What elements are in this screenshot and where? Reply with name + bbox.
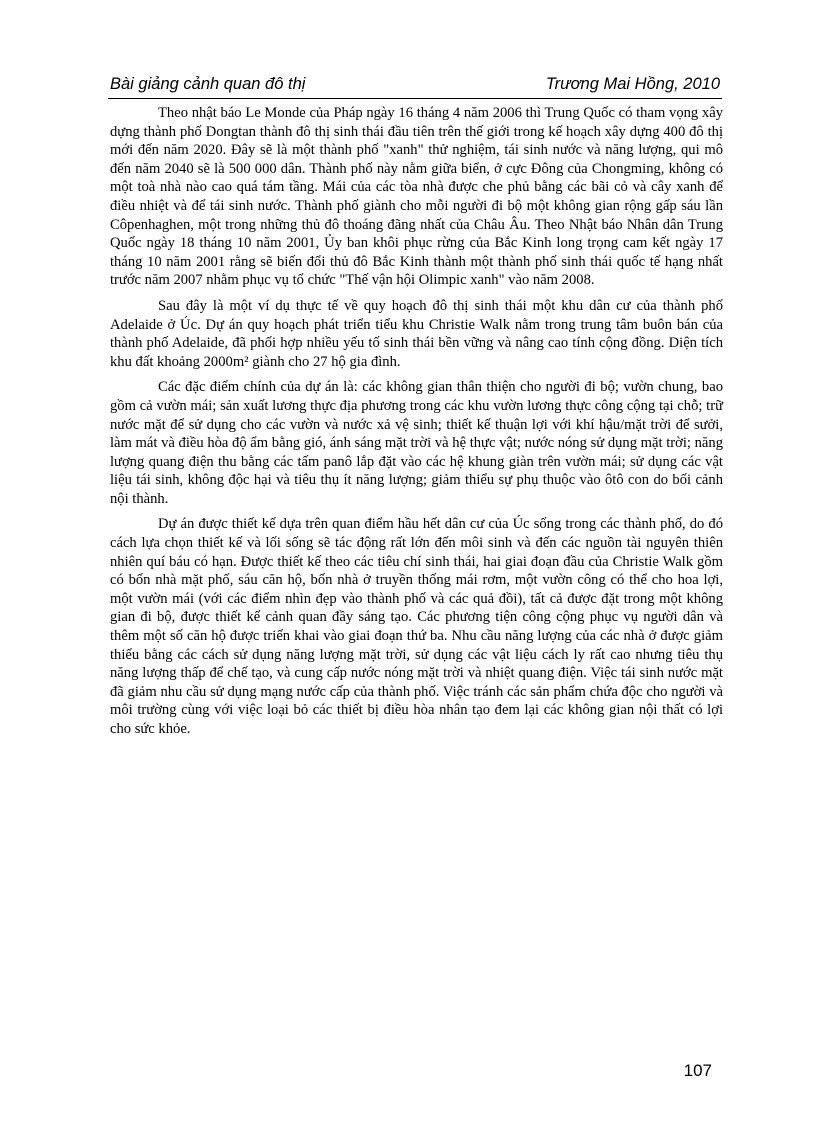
paragraph-project-features: Các đặc điểm chính của dự án là: các không gian thân thiện cho người đi bộ; vườn chung, bao gồm cả vườn mái; sản xuất lương thực địa phương trong các khu vườn lương thực công cộng tại chỗ; trữ nước mặt để sử dụng cho các vườn và nước xả vệ sinh; thiết kế thuận lợi với khí hậu/mặt trời để sưởi, làm mát và điều hòa độ ẩm bằng gió, ánh sáng mặt trời và hệ thực vật; nước nóng sử dụng mặt trời; năng lượng quang điện thu bằng các tấm panô lắp đặt vào các hệ khung giàn trên vườn mái; sử dụng các vật liệu tái sinh, không độc hại và tiêu thụ ít năng lượng; giảm thiểu sự phụ thuộc vào ôtô con do bối cảnh nội thành. bbox=[110, 379, 723, 507]
page-header bbox=[108, 74, 722, 99]
document-body bbox=[110, 104, 723, 746]
paragraph-design-approach: Dự án được thiết kế dựa trên quan điểm hầu hết dân cư của Úc sống trong các thành phố, do đó cách lựa chọn thiết kế và lối sống sẽ tác động rất lớn đến môi sinh và đến các nguồn tài nguyên thiên nhiên quí báu có hạn. Được thiết kế theo các tiêu chí sinh thái, hai giai đoạn đầu của Christie Walk gồm có bốn nhà mặt phố, sáu căn hộ, bốn nhà ở truyền thống mái rơm, một vườn công có thể cho hoa lợi, một vườn mái (với các điểm nhìn đẹp vào thành phố và các quả đồi), tất cả được đặt trong một không gian đi bộ, được thiết kế cảnh quan đầy sáng tạo. Các phương tiện công cộng phục vụ người dân và thêm một số căn hộ được triển khai vào giai đoạn thứ ba. Nhu cầu năng lượng của các nhà ở được giảm thiểu bằng các cách sử dụng năng lượng mặt trời, sử dụng các vật liệu cách ly rất cao nhưng tiêu thụ năng lượng thấp để chế tạo, và cung cấp nước nóng mặt trời và nhiệt quang điện. Việc tái sinh nước mặt đã giảm nhu cầu sử dụng mạng nước cấp của thành phố. Việc tránh các sản phẩm chứa độc cho người và môi trường cùng với việc loại bỏ các thiết bị điều hòa nhân tạo đem lại các không gian nội thất có lợi cho sức khỏe. bbox=[110, 516, 723, 737]
paragraph-dongtan: Theo nhật báo Le Monde của Pháp ngày 16 tháng 4 năm 2006 thì Trung Quốc có tham vọng xây dựng thành phố Dongtan thành đô thị sinh thái đầu tiên trên thế giới trong kế hoạch xây dựng 400 đô thị mới đến năm 2020. Đây sẽ là một thành phố "xanh" thử nghiệm, tái sinh nước và năng lượng, qui mô đến năm 2040 sẽ là 500 000 dân. Thành phố này nằm giữa biển, ở cực Đông của Chongming, không có một toà nhà nào cao quá tám tầng. Mái của các tòa nhà được che phủ bằng các bãi cỏ và cây xanh để điều nhiệt và để tái sinh nước. Thành phố giành cho mỗi người đi bộ một không gian rộng gấp sáu lần Côpenhaghen, một trong những thủ đô thoáng đãng nhất của Châu Âu. Theo Nhật báo Nhân dân Trung Quốc ngày 18 tháng 10 năm 2001, Ủy ban khôi phục rừng của Bắc Kinh long trọng cam kết ngày 17 tháng 10 năm 2001 rằng sẽ biến đổi thủ đô Bắc Kinh thành một thành phố sinh thái quốc tế hạng nhất trước năm 2007 nhằm phục vụ tổ chức "Thế vận hội Olimpic xanh" vào năm 2008. bbox=[110, 105, 723, 289]
page-number: 107 bbox=[683, 1061, 712, 1080]
header-author-year: Trương Mai Hồng, 2010 bbox=[545, 75, 720, 93]
paragraph-adelaide-example: Sau đây là một ví dụ thực tế về quy hoạch đô thị sinh thái một khu dân cư của thành phố Adelaide ở Úc. Dự án quy hoạch phát triển tiểu khu Christie Walk nằm trong trung tâm buôn bán của thành phố Adelaide, đã phối hợp nhiều yếu tố sinh thái bền vững và nâng cao tính cộng đồng. Diện tích khu đất khoảng 2000m² giành cho 27 hộ gia đình. bbox=[110, 297, 723, 370]
header-lecture-title: Bài giảng cảnh quan đô thị bbox=[110, 75, 306, 93]
